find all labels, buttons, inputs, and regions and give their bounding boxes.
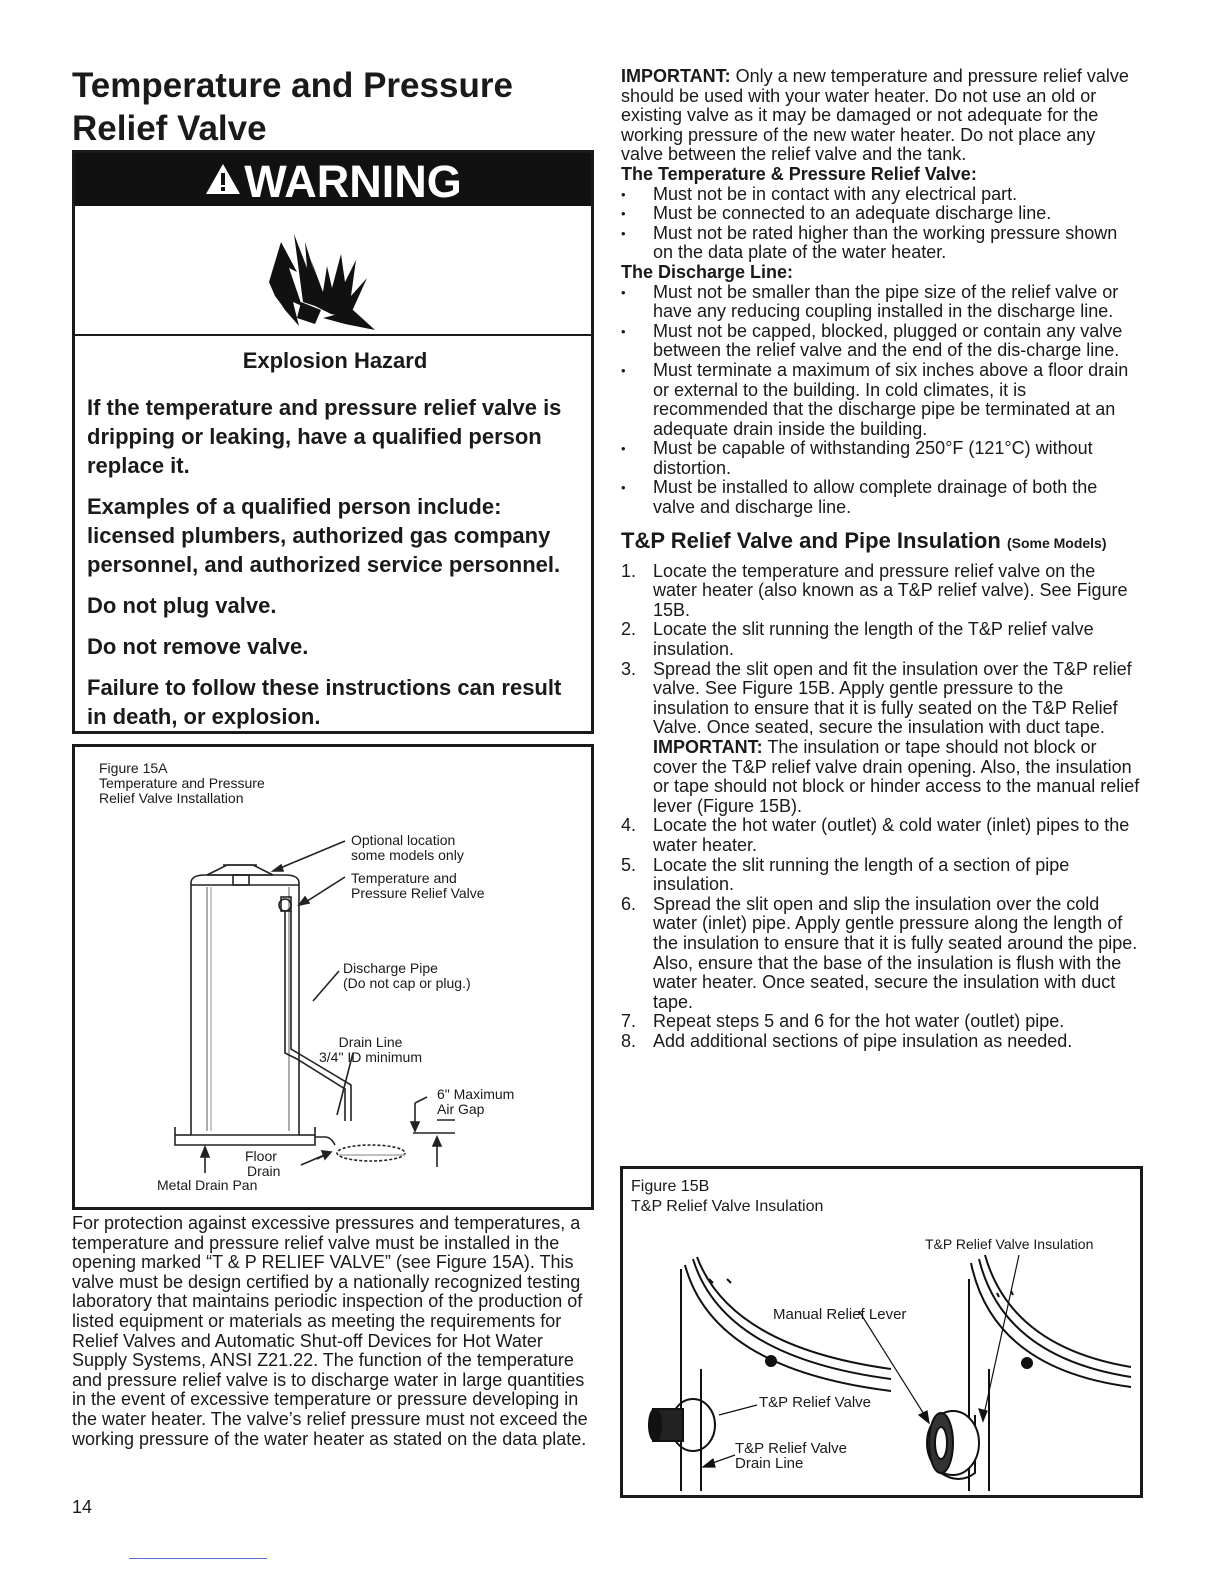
valve-requirements-list bbox=[621, 185, 1141, 263]
list-item: • Must terminate a maximum of six inches above a floor drain or external to the building. In cold climates, it is recommended that the discharge pipe be terminated at an adequate drain inside the building. bbox=[621, 361, 1141, 439]
explosion-area bbox=[75, 206, 591, 336]
step-item: 5. Locate the slit running the length of a section of pipe insulation. bbox=[621, 854, 1070, 895]
step-3-important-note: IMPORTANT: The insulation or tape should not block or cover the T&P relief valve drain opening. Also, the insulation or tape should not block or hinder access to the manual relief lever (Figure 15B). bbox=[653, 737, 1140, 816]
label-manual-relief-lever: Manual Relief Lever bbox=[773, 1306, 907, 1323]
label-drain: Drain bbox=[247, 1163, 281, 1179]
warning-box bbox=[72, 150, 594, 734]
label-optional-location: Optional location some models only bbox=[351, 832, 464, 863]
warning-triangle-icon bbox=[204, 162, 242, 196]
footer-rule bbox=[129, 1558, 267, 1559]
right-column bbox=[621, 67, 1141, 1052]
important-note: IMPORTANT: Only a new temperature and pressure relief valve should be used with your water heater. Do not use an old or existing valve as it may be damaged or not adequate for the working pressure of the new water heater. Do not place any valve between the relief valve and the tank. bbox=[621, 66, 1129, 165]
list-item: • Must be capable of withstanding 250°F (121°C) without distortion. bbox=[621, 439, 1141, 478]
label-tp-relief-valve: T&P Relief Valve bbox=[759, 1394, 871, 1411]
label-tp-drain-line: T&P Relief Valve Drain Line bbox=[735, 1440, 847, 1472]
warning-paragraph: Examples of a qualified person include: licensed plumbers, authorized gas company personnel, and authorized service personnel. bbox=[87, 494, 561, 577]
discharge-line-heading: The Discharge Line: bbox=[621, 261, 794, 282]
label-tp-valve: Temperature and Pressure Relief Valve bbox=[351, 870, 485, 901]
figure-caption: Figure 15B T&P Relief Valve Insulation bbox=[631, 1178, 824, 1215]
step-item: 1. Locate the temperature and pressure relief valve on the water heater (also known as a T&P relief valve). See Figure 15B. bbox=[621, 560, 1128, 620]
step-item: 8. Add additional sections of pipe insulation as needed. bbox=[621, 1030, 1073, 1051]
page-title: Temperature and Pressure Relief Valve bbox=[72, 66, 513, 148]
step-item: 3. Spread the slit open and fit the insulation over the T&P relief valve. See Figure 15B. Apply gentle pressure to the insulation to ensure that it is fully seated on the T&P Relief Valve. Once seated, secure the insulation with duct tape. IMPORTANT: The insulation or tape should not block or cover the T&P relief valve drain opening. Also, the insulation or tape should not block or hinder access to the manual relief lever (Figure 15B). bbox=[621, 658, 1140, 816]
discharge-line-list bbox=[621, 283, 1141, 518]
label-drain-line: Drain Line 3/4" ID minimum bbox=[319, 1034, 422, 1065]
step-item: 4. Locate the hot water (outlet) & cold water (inlet) pipes to the water heater. bbox=[621, 815, 1130, 855]
list-item: • Must not be smaller than the pipe size of the relief valve or have any reducing coupling installed in the discharge line. bbox=[621, 283, 1141, 322]
list-item: • Must not be rated higher than the working pressure shown on the data plate of the water heater. bbox=[621, 224, 1141, 263]
valve-requirements-heading: The Temperature & Pressure Relief Valve: bbox=[621, 163, 977, 184]
warning-paragraph: If the temperature and pressure relief valve is dripping or leaking, have a qualified person replace it. bbox=[87, 395, 562, 478]
step-item: 2. Locate the slit running the length of the T&P relief valve insulation. bbox=[621, 619, 1094, 660]
step-item: 6. Spread the slit open and slip the insulation over the cold water (inlet) pipe. Apply gentle pressure along the length of the insulation to ensure that it is fully seated around the pipe. Also, ensure that the base of the insulation is flush with the water heater. Once seated, secure the insulation with duct tape. bbox=[621, 893, 1138, 1012]
water-heater-illustration bbox=[75, 747, 591, 1207]
relief-valve-body-text: For protection against excessive pressures and temperatures, a temperature and pressure relief valve must be installed in the opening marked “T & P RELIEF VALVE” (see Figure 15A). This valve must be design certified by a nationally recognized testing laboratory that maintains periodic inspection of the production of listed equipment or materials as meeting the requirements for Relief Valves and Automatic Shut-off Devices for Hot Water Supply Systems, ANSI Z21.22. The function of the temperature and pressure relief valve is to discharge water in large quantities in the event of excessive temperature or pressure developing in the water heater. The valve’s relief pressure must not exceed the working pressure of the water heater as stated on the data plate. bbox=[72, 1213, 588, 1449]
warning-paragraph: Do not plug valve. bbox=[87, 593, 277, 618]
label-discharge-pipe: Discharge Pipe (Do not cap or plug.) bbox=[343, 960, 471, 991]
label-air-gap: 6" Maximum Air Gap bbox=[437, 1086, 515, 1117]
hazard-title: Explosion Hazard bbox=[242, 348, 428, 373]
label-metal-drain-pan: Metal Drain Pan bbox=[157, 1177, 258, 1193]
warning-paragraph: Failure to follow these instructions can result in death, or explosion. bbox=[87, 675, 562, 729]
warning-banner-text: WARNING bbox=[244, 156, 462, 207]
warning-paragraph: Do not remove valve. bbox=[87, 634, 309, 659]
tp-insulation-heading: T&P Relief Valve and Pipe Insulation (Some Models) bbox=[621, 527, 1107, 553]
step-item: 7. Repeat steps 5 and 6 for the hot water (outlet) pipe. bbox=[621, 1011, 1065, 1032]
label-insulation: T&P Relief Valve Insulation bbox=[925, 1236, 1094, 1252]
warning-banner bbox=[75, 153, 591, 206]
label-floor: Floor bbox=[245, 1148, 277, 1164]
list-item: • Must be connected to an adequate discharge line. bbox=[621, 204, 1141, 224]
warning-body bbox=[87, 348, 583, 743]
insulation-illustration bbox=[623, 1169, 1140, 1495]
list-item: • Must not be capped, blocked, plugged or contain any valve between the relief valve and the end of the dis-charge line. bbox=[621, 322, 1141, 361]
list-item: • Must be installed to allow complete drainage of both the valve and discharge line. bbox=[621, 478, 1141, 517]
figure-15b bbox=[620, 1166, 1143, 1498]
page-number: 14 bbox=[72, 1497, 93, 1517]
insulation-steps bbox=[621, 562, 1141, 1052]
list-item: • Must not be in contact with any electrical part. bbox=[621, 185, 1141, 205]
figure-15a bbox=[72, 744, 594, 1210]
figure-caption: Figure 15A Temperature and Pressure Relief Valve Installation bbox=[99, 760, 265, 806]
explosion-icon bbox=[75, 206, 591, 332]
